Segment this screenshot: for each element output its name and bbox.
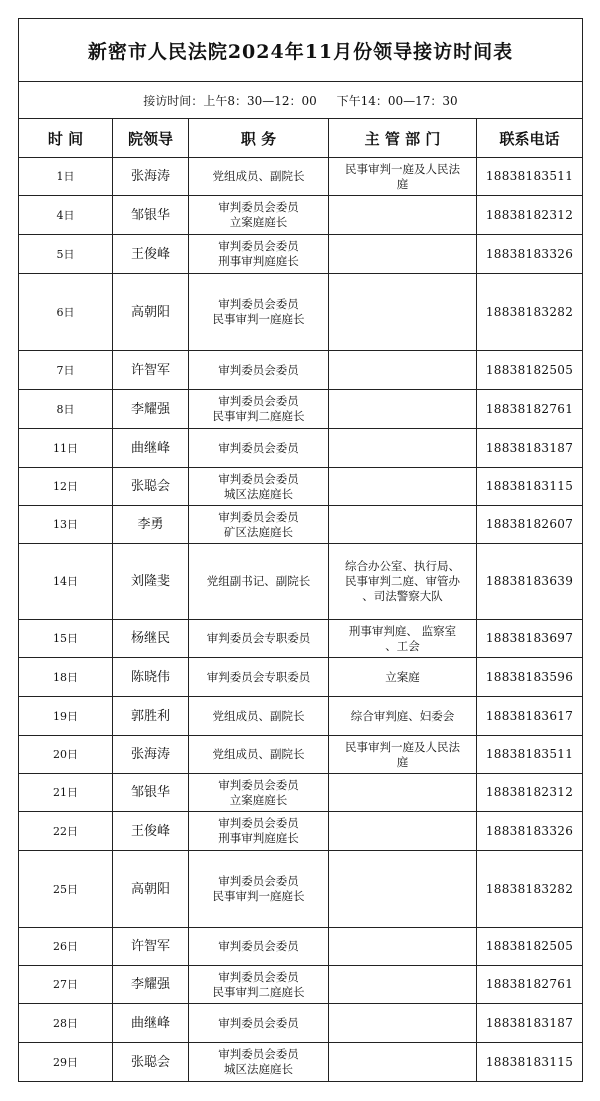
department-line: 民事审判二庭、审管办 <box>345 574 460 588</box>
cell-leader-name: 李耀强 <box>113 966 189 1004</box>
table-row <box>19 468 583 506</box>
cell-department <box>329 851 477 928</box>
duty-line: 审判委员会委员 <box>218 471 299 486</box>
reception-hours-label: 接访时间： <box>143 93 204 108</box>
cell-phone: 18838183511 <box>477 736 583 774</box>
department-line: 立案庭 <box>385 669 420 684</box>
cell-leader-name: 邹银华 <box>113 774 189 812</box>
cell-duty <box>189 928 329 966</box>
duty-line: 城区法庭庭长 <box>224 1062 293 1076</box>
afternoon-hours: 下午14：00—17：30 <box>336 93 458 108</box>
table-row <box>19 774 583 812</box>
cell-date: 5日 <box>19 235 113 274</box>
cell-date: 7日 <box>19 351 113 390</box>
duty-line: 审判委员会委员 <box>218 200 299 214</box>
cell-leader-name: 张聪会 <box>113 1043 189 1082</box>
cell-phone: 18838183187 <box>477 429 583 468</box>
cell-department <box>329 506 477 544</box>
table-row <box>19 928 583 966</box>
cell-department <box>329 468 477 506</box>
cell-phone: 18838183282 <box>477 274 583 351</box>
cell-date: 15日 <box>19 620 113 658</box>
cell-department <box>329 620 477 658</box>
duty-line: 审判委员会委员 <box>218 239 299 253</box>
cell-phone: 18838183115 <box>477 1043 583 1082</box>
department-text <box>341 162 464 192</box>
cell-leader-name: 郭胜利 <box>113 697 189 736</box>
cell-duty <box>189 697 329 736</box>
table-row <box>19 966 583 1004</box>
department-line: 刑事审判庭、 监察室 <box>348 623 457 638</box>
cell-date: 26日 <box>19 928 113 966</box>
header-date: 时 间 <box>19 119 113 158</box>
table-row <box>19 1043 583 1082</box>
cell-date: 19日 <box>19 697 113 736</box>
cell-leader-name: 张海涛 <box>113 736 189 774</box>
table-row <box>19 158 583 196</box>
cell-duty <box>189 1043 329 1082</box>
cell-phone: 18838182607 <box>477 506 583 544</box>
cell-date: 18日 <box>19 658 113 697</box>
department-line: 、工会 <box>385 638 420 653</box>
cell-duty <box>189 774 329 812</box>
duty-line: 审判委员会委员 <box>218 509 299 524</box>
cell-duty <box>189 506 329 544</box>
duty-line: 审判委员会委员 <box>218 874 299 888</box>
duty-line: 民事审判一庭庭长 <box>212 889 305 903</box>
cell-phone: 18838183282 <box>477 851 583 928</box>
cell-phone: 18838182312 <box>477 774 583 812</box>
table-row <box>19 506 583 544</box>
cell-duty <box>189 351 329 390</box>
duty-line: 审判委员会委员 <box>218 362 299 377</box>
cell-duty <box>189 544 329 620</box>
cell-date: 4日 <box>19 196 113 235</box>
cell-leader-name: 高朝阳 <box>113 274 189 351</box>
cell-duty <box>189 468 329 506</box>
duty-line: 民事审判二庭庭长 <box>212 984 305 999</box>
cell-department <box>329 1004 477 1043</box>
duty-line: 审判委员会委员 <box>218 777 299 792</box>
cell-phone: 18838182761 <box>477 390 583 429</box>
duty-line: 审判委员会专职委员 <box>206 631 311 645</box>
duty-line: 审判委员会委员 <box>218 969 299 984</box>
cell-duty <box>189 658 329 697</box>
cell-leader-name: 许智军 <box>113 351 189 390</box>
cell-leader-name: 李耀强 <box>113 390 189 429</box>
cell-department <box>329 774 477 812</box>
cell-leader-name: 杨继民 <box>113 620 189 658</box>
cell-duty <box>189 620 329 658</box>
header-department: 主 管 部 门 <box>329 119 477 158</box>
department-line: 、司法警察大队 <box>362 589 443 603</box>
duty-line: 党组成员、副院长 <box>212 747 305 761</box>
header-row <box>19 119 583 158</box>
cell-department <box>329 966 477 1004</box>
table-row <box>19 812 583 851</box>
table-row <box>19 736 583 774</box>
cell-date: 22日 <box>19 812 113 851</box>
duty-line: 审判委员会委员 <box>218 297 299 311</box>
duty-line: 党组成员、副院长 <box>212 169 305 183</box>
cell-date: 6日 <box>19 274 113 351</box>
schedule-table <box>18 18 583 1082</box>
cell-duty <box>189 736 329 774</box>
cell-leader-name: 邹银华 <box>113 196 189 235</box>
schedule-document <box>18 18 582 1083</box>
cell-leader-name: 李勇 <box>113 506 189 544</box>
cell-date: 27日 <box>19 966 113 1004</box>
cell-leader-name: 刘隆斐 <box>113 544 189 620</box>
duty-line: 立案庭庭长 <box>229 215 288 229</box>
cell-department <box>329 196 477 235</box>
cell-phone: 18838183115 <box>477 468 583 506</box>
department-text <box>347 709 459 724</box>
department-line: 民事审判一庭及人民法 <box>345 739 460 754</box>
table-row <box>19 390 583 429</box>
cell-leader-name: 许智军 <box>113 928 189 966</box>
cell-department <box>329 390 477 429</box>
cell-duty <box>189 1004 329 1043</box>
cell-date: 12日 <box>19 468 113 506</box>
table-row <box>19 274 583 351</box>
duty-line: 民事审判二庭庭长 <box>212 409 305 423</box>
table-row <box>19 851 583 928</box>
cell-date: 29日 <box>19 1043 113 1082</box>
department-text <box>341 559 464 604</box>
table-row <box>19 544 583 620</box>
cell-phone: 18838183617 <box>477 697 583 736</box>
cell-department <box>329 658 477 697</box>
cell-duty <box>189 158 329 196</box>
table-row <box>19 235 583 274</box>
duty-line: 民事审判一庭庭长 <box>212 312 305 326</box>
cell-leader-name: 张海涛 <box>113 158 189 196</box>
reception-hours-label-group <box>143 94 316 108</box>
cell-department <box>329 351 477 390</box>
cell-department <box>329 697 477 736</box>
cell-phone: 18838182761 <box>477 966 583 1004</box>
cell-phone: 18838183639 <box>477 544 583 620</box>
department-text <box>345 624 460 654</box>
cell-date: 8日 <box>19 390 113 429</box>
cell-duty <box>189 429 329 468</box>
table-row <box>19 429 583 468</box>
cell-date: 28日 <box>19 1004 113 1043</box>
department-line: 综合办公室、执行局、 <box>345 559 460 573</box>
cell-duty <box>189 196 329 235</box>
table-row <box>19 196 583 235</box>
cell-phone: 18838182505 <box>477 351 583 390</box>
department-text <box>341 740 464 770</box>
department-line: 民事审判一庭及人民法 <box>345 161 460 176</box>
cell-duty <box>189 235 329 274</box>
cell-date: 20日 <box>19 736 113 774</box>
duty-line: 审判委员会委员 <box>218 440 299 455</box>
cell-leader-name: 高朝阳 <box>113 851 189 928</box>
cell-duty <box>189 390 329 429</box>
cell-duty <box>189 851 329 928</box>
cell-department <box>329 429 477 468</box>
page-title: 新密市人民法院2024年11月份领导接访时间表 <box>19 19 583 82</box>
duty-line: 刑事审判庭庭长 <box>218 254 299 268</box>
cell-phone: 18838183511 <box>477 158 583 196</box>
duty-line: 刑事审判庭庭长 <box>218 831 299 845</box>
department-line: 庭 <box>396 176 409 191</box>
cell-department <box>329 158 477 196</box>
cell-date: 11日 <box>19 429 113 468</box>
cell-department <box>329 812 477 851</box>
cell-duty <box>189 274 329 351</box>
cell-department <box>329 274 477 351</box>
cell-leader-name: 曲继峰 <box>113 429 189 468</box>
table-row <box>19 697 583 736</box>
duty-line: 审判委员会委员 <box>218 1047 299 1061</box>
cell-phone: 18838183326 <box>477 812 583 851</box>
duty-line: 审判委员会专职委员 <box>206 669 311 684</box>
department-line: 庭 <box>396 754 409 769</box>
duty-line: 城区法庭庭长 <box>224 486 293 501</box>
department-text <box>381 670 424 685</box>
cell-leader-name: 王俊峰 <box>113 812 189 851</box>
header-leader: 院领导 <box>113 119 189 158</box>
table-row <box>19 658 583 697</box>
morning-hours: 上午8：30—12：00 <box>203 93 317 108</box>
cell-department <box>329 736 477 774</box>
cell-department <box>329 544 477 620</box>
cell-duty <box>189 966 329 1004</box>
cell-duty <box>189 812 329 851</box>
cell-date: 1日 <box>19 158 113 196</box>
cell-date: 14日 <box>19 544 113 620</box>
cell-date: 21日 <box>19 774 113 812</box>
cell-phone: 18838183187 <box>477 1004 583 1043</box>
cell-department <box>329 928 477 966</box>
header-phone: 联系电话 <box>477 119 583 158</box>
cell-department <box>329 235 477 274</box>
cell-phone: 18838183326 <box>477 235 583 274</box>
table-row <box>19 620 583 658</box>
cell-department <box>329 1043 477 1082</box>
duty-line: 审判委员会委员 <box>218 816 299 830</box>
cell-phone: 18838183596 <box>477 658 583 697</box>
cell-leader-name: 张聪会 <box>113 468 189 506</box>
cell-phone: 18838182312 <box>477 196 583 235</box>
cell-phone: 18838183697 <box>477 620 583 658</box>
cell-date: 25日 <box>19 851 113 928</box>
duty-line: 审判委员会委员 <box>218 1015 299 1030</box>
cell-leader-name: 王俊峰 <box>113 235 189 274</box>
cell-phone: 18838182505 <box>477 928 583 966</box>
duty-line: 矿区法庭庭长 <box>224 524 293 539</box>
duty-line: 党组成员、副院长 <box>212 708 305 723</box>
cell-leader-name: 陈晓伟 <box>113 658 189 697</box>
duty-line: 党组副书记、副院长 <box>206 574 311 588</box>
duty-line: 审判委员会委员 <box>218 939 299 953</box>
table-row <box>19 1004 583 1043</box>
table-row <box>19 351 583 390</box>
cell-date: 13日 <box>19 506 113 544</box>
duty-line: 立案庭庭长 <box>229 792 288 807</box>
reception-hours <box>19 82 583 119</box>
header-duty: 职 务 <box>189 119 329 158</box>
department-line: 综合审判庭、妇委会 <box>350 708 455 723</box>
cell-leader-name: 曲继峰 <box>113 1004 189 1043</box>
duty-line: 审判委员会委员 <box>218 394 299 408</box>
